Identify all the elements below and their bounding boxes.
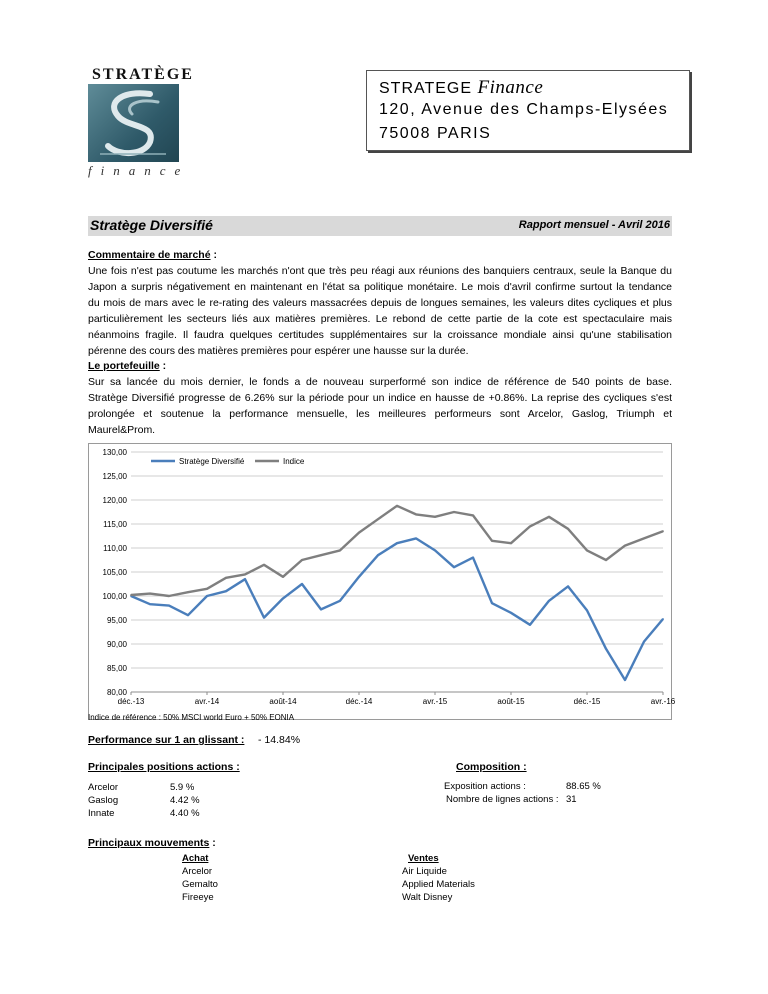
buy-item: Gemalto [182, 879, 218, 890]
data-point-index [624, 545, 626, 547]
data-point-index [339, 550, 341, 552]
x-tick-label: déc.-15 [573, 697, 601, 706]
data-point-index [415, 514, 417, 516]
market-line: néanmoins fragile. Il faudra quelques certitudes supplémentaires sur la croissance mondiale ainsi qu'une stabilisation [88, 329, 672, 341]
data-point-fund [415, 538, 417, 540]
composition-heading: Composition : [456, 761, 527, 773]
y-tick-label: 110,00 [103, 544, 127, 553]
performance-chart [88, 443, 676, 720]
data-point-fund [377, 554, 379, 556]
sell-item: Air Liquide [402, 866, 447, 877]
market-line: particulièrement les secteurs liés aux matières premières. Le rebond de cette partie de la cote est spectaculaire mais [88, 313, 672, 325]
data-point-index [529, 526, 531, 528]
y-tick-label: 85,00 [106, 664, 127, 673]
data-point-fund [149, 603, 151, 605]
data-point-fund [225, 590, 227, 592]
movements-heading: Principaux mouvements [88, 837, 210, 849]
data-point-fund [491, 602, 493, 604]
x-tick-label: avr.-16 [650, 697, 676, 706]
data-point-fund [396, 542, 398, 544]
data-point-fund [168, 605, 170, 607]
report-title: Rapport mensuel - Avril 2016 [518, 219, 670, 231]
position-weight: 4.40 % [170, 808, 200, 819]
chart-note: Indice de référence : 50% MSCI world Euro + 50% EONIA [88, 713, 295, 722]
data-point-index [605, 559, 607, 561]
x-tick-label: avr.-14 [194, 697, 220, 706]
data-point-fund [453, 566, 455, 568]
logo-s-mark [88, 84, 179, 162]
series-line-fund [131, 538, 663, 680]
data-point-fund [206, 595, 208, 597]
position-name: Gaslog [88, 795, 119, 806]
data-point-fund [320, 609, 322, 611]
x-tick-label: avr.-15 [422, 697, 448, 706]
positions-heading: Principales positions actions : [88, 761, 240, 773]
sells-heading: Ventes [408, 853, 439, 864]
positions-names [88, 781, 118, 820]
data-point-index [168, 595, 170, 597]
fund-title: Stratège Diversifié [90, 217, 213, 233]
data-point-index [567, 528, 569, 530]
y-tick-label: 100,00 [102, 592, 127, 601]
legend-label: Stratège Diversifié [179, 457, 245, 466]
buys-heading: Achat [182, 853, 209, 864]
movements-heading-colon: : [209, 837, 216, 849]
position-name: Arcelor [88, 782, 119, 793]
data-point-fund [301, 583, 303, 585]
y-tick-label: 120,00 [102, 496, 127, 505]
portfolio-line: Stratège Diversifié progresse de 6.26% sur la période pour un indice en hausse de +0.86%. La reprise des cycliques s'est [88, 392, 672, 404]
buys-column [182, 852, 218, 904]
x-tick-label: déc.-13 [117, 697, 145, 706]
market-line: Japon a surpris négativement en maintenant en l'état sa politique monétaire. Le mois d'avril confirme surtout la tendance [88, 281, 672, 293]
data-point-fund [434, 550, 436, 552]
buy-item: Fireeye [182, 892, 214, 903]
data-point-index [206, 588, 208, 590]
data-point-index [434, 516, 436, 518]
data-point-fund [510, 612, 512, 614]
data-point-index [320, 554, 322, 556]
company-name-main: STRATEGE [379, 80, 473, 97]
market-heading-colon: : [210, 249, 217, 261]
portfolio-section [88, 358, 672, 438]
y-tick-label: 95,00 [106, 616, 127, 625]
data-point-index [263, 564, 265, 566]
lines-count-label: Nombre de lignes actions : [446, 794, 559, 805]
buy-item: Arcelor [182, 866, 213, 877]
data-point-fund [339, 600, 341, 602]
address-city: 75008 PARIS [379, 125, 492, 142]
data-point-fund [472, 557, 474, 559]
positions-weights [170, 781, 200, 820]
data-point-index [491, 540, 493, 542]
position-weight: 5.9 % [170, 782, 195, 793]
portfolio-heading: Le portefeuille [88, 360, 160, 372]
data-point-index [472, 514, 474, 516]
data-point-fund [263, 617, 265, 619]
address-street: 120, Avenue des Champs-Elysées [379, 101, 669, 118]
perf-label: Performance sur 1 an glissant : [88, 734, 245, 746]
company-name-italic: Finance [477, 77, 544, 98]
sell-item: Applied Materials [402, 879, 475, 890]
data-point-fund [244, 578, 246, 580]
data-point-fund [548, 600, 550, 602]
data-point-fund [187, 614, 189, 616]
position-name: Innate [88, 808, 115, 819]
data-point-index [301, 559, 303, 561]
series-line-index [131, 506, 663, 596]
position-weight: 4.42 % [170, 795, 200, 806]
portfolio-line: Maurel&Prom. [88, 424, 156, 436]
chart-svg [89, 444, 676, 719]
data-point-index [548, 516, 550, 518]
market-heading: Commentaire de marché [88, 249, 211, 261]
y-tick-label: 115,00 [103, 520, 127, 529]
perf-value: - 14.84% [258, 734, 301, 746]
lines-count-value: 31 [566, 794, 577, 805]
company-name [379, 77, 543, 99]
portfolio-heading-line [88, 358, 672, 374]
exposure-label: Exposition actions : [444, 781, 526, 792]
address-box [366, 70, 690, 151]
x-tick-label: août-15 [497, 697, 525, 706]
data-point-fund [624, 679, 626, 681]
data-point-fund [662, 618, 664, 620]
sells-column [402, 852, 475, 904]
market-section [88, 247, 672, 359]
market-line: Une fois n'est pas coutume les marchés n'ont que très peu réagi aux réunions des banquiers centraux, seule la Banque du [88, 265, 672, 277]
data-point-index [187, 591, 189, 593]
data-point-index [396, 505, 398, 507]
y-tick-label: 105,00 [102, 568, 127, 577]
logo-emblem [88, 84, 179, 162]
x-tick-label: août-14 [269, 697, 297, 706]
data-point-index [662, 530, 664, 532]
sell-item: Walt Disney [402, 892, 453, 903]
market-paragraph [88, 263, 672, 359]
data-point-index [643, 538, 645, 540]
market-line: du mois de mars avec le re-rating des valeurs massacrées depuis de longues semaines, les valeurs dites cycliques et plus [88, 297, 672, 309]
logo-wordmark: STRATÈGE [92, 66, 194, 83]
data-point-fund [282, 598, 284, 600]
data-point-fund [586, 610, 588, 612]
y-tick-label: 130,00 [102, 448, 127, 457]
data-point-index [149, 593, 151, 595]
data-point-index [282, 576, 284, 578]
data-point-index [225, 577, 227, 579]
portfolio-heading-colon: : [159, 360, 167, 372]
data-point-fund [605, 648, 607, 650]
title-band [88, 216, 672, 236]
data-point-index [377, 518, 379, 520]
market-line: pérenne des cours des matières premières pour espérer une hausse sur la durée. [88, 345, 469, 357]
y-tick-label: 125,00 [102, 472, 127, 481]
market-heading-line [88, 247, 672, 263]
data-point-fund [529, 624, 531, 626]
y-tick-label: 80,00 [106, 688, 127, 697]
data-point-fund [643, 641, 645, 643]
data-point-index [358, 532, 360, 534]
data-point-index [130, 594, 132, 596]
data-point-fund [567, 586, 569, 588]
logo-subtitle: finance [88, 163, 190, 178]
data-point-index [586, 550, 588, 552]
portfolio-line: Sur sa lancée du mois dernier, le fonds a de nouveau surperformé son indice de référence de 540 points de base. [88, 376, 672, 388]
data-point-index [453, 511, 455, 513]
portfolio-paragraph [88, 374, 672, 438]
data-point-index [510, 542, 512, 544]
y-tick-label: 90,00 [106, 640, 127, 649]
exposure-value: 88.65 % [566, 781, 601, 792]
legend-label: Indice [283, 457, 305, 466]
movements-heading-line [88, 837, 216, 849]
data-point-fund [358, 576, 360, 578]
portfolio-line: prolongée et soutenue la performance mensuelle, les meilleures performeurs sont Arcelor, Gaslog, Triumph et [88, 408, 672, 420]
data-point-index [244, 574, 246, 576]
x-tick-label: déc.-14 [345, 697, 373, 706]
